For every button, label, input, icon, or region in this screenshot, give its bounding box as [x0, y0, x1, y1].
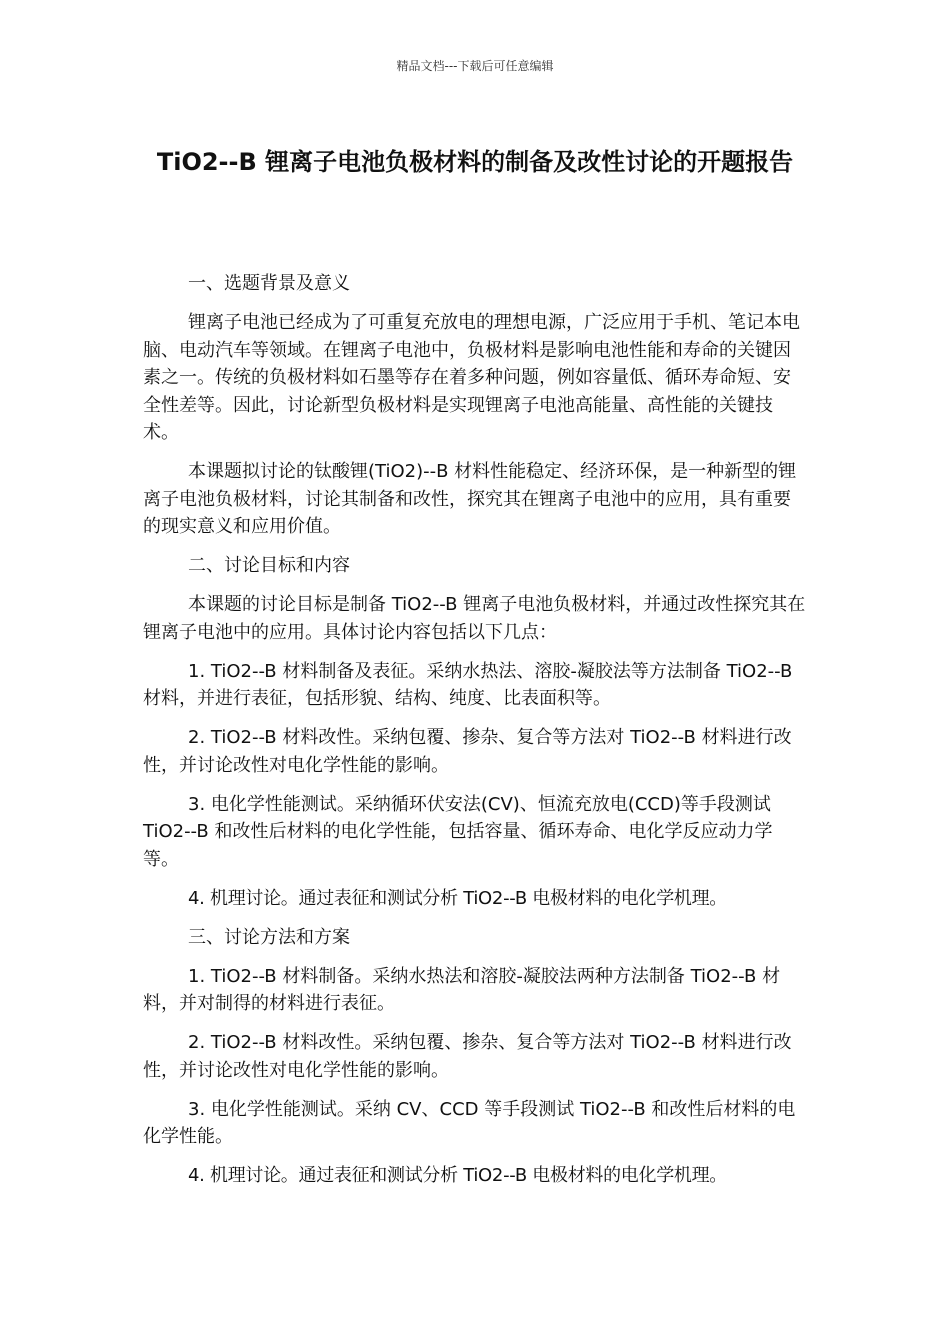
section-heading: 二、讨论目标和内容	[188, 555, 350, 576]
list-item: 2. TiO2--B 材料改性。采纳包覆、掺杂、复合等方法对 TiO2--B 材料进行改性，并讨论改性对电化学性能的影响。	[143, 1032, 792, 1081]
paragraph: 锂离子电池已经成为了可重复充放电的理想电源，广泛应用于手机、笔记本电脑、电动汽车等领域。在锂离子电池中，负极材料是影响电池性能和寿命的关键因素之一。传统的负极材料如石墨等存在着多种问题，例如容量低、循环寿命短、安全性差等。因此，讨论新型负极材料是实现锂离子电池高能量、高性能的关键技术。	[143, 312, 800, 443]
section-heading: 三、讨论方法和方案	[188, 926, 350, 948]
page-header-watermark: 精品文档---下载后可任意编辑	[396, 59, 554, 73]
list-item: 1. TiO2--B 材料制备及表征。采纳水热法、溶胶-凝胶法等方法制备 TiO2--B 材料，并进行表征，包括形貌、结构、纯度、比表面积等。	[143, 660, 793, 709]
document-body	[143, 270, 808, 1201]
document-title: TiO2--B 锂离子电池负极材料的制备及改性讨论的开题报告	[156, 148, 794, 176]
list-item: 4. 机理讨论。通过表征和测试分析 TiO2--B 电极材料的电化学机理。	[188, 887, 727, 909]
list-item: 3. 电化学性能测试。采纳 CV、CCD 等手段测试 TiO2--B 和改性后材料的电化学性能。	[143, 1098, 796, 1147]
list-item: 3. 电化学性能测试。采纳循环伏安法(CV)、恒流充放电(CCD)等手段测试 TiO2--B 和改性后材料的电化学性能，包括容量、循环寿命、电化学反应动力学等。	[143, 793, 773, 870]
list-item: 2. TiO2--B 材料改性。采纳包覆、掺杂、复合等方法对 TiO2--B 材料进行改性，并讨论改性对电化学性能的影响。	[143, 727, 792, 776]
paragraph: 本课题的讨论目标是制备 TiO2--B 锂离子电池负极材料，并通过改性探究其在锂离子电池中的应用。具体讨论内容包括以下几点：	[143, 594, 806, 643]
paragraph: 本课题拟讨论的钛酸锂(TiO2)--B 材料性能稳定、经济环保，是一种新型的锂离子电池负极材料，讨论其制备和改性，探究其在锂离子电池中的应用，具有重要的现实意义和应用价值。	[143, 461, 797, 537]
section-heading: 一、选题背景及意义	[188, 273, 350, 294]
list-item: 4. 机理讨论。通过表征和测试分析 TiO2--B 电极材料的电化学机理。	[188, 1165, 727, 1186]
list-item: 1. TiO2--B 材料制备。采纳水热法和溶胶-凝胶法两种方法制备 TiO2--B 材料，并对制得的材料进行表征。	[143, 965, 781, 1014]
